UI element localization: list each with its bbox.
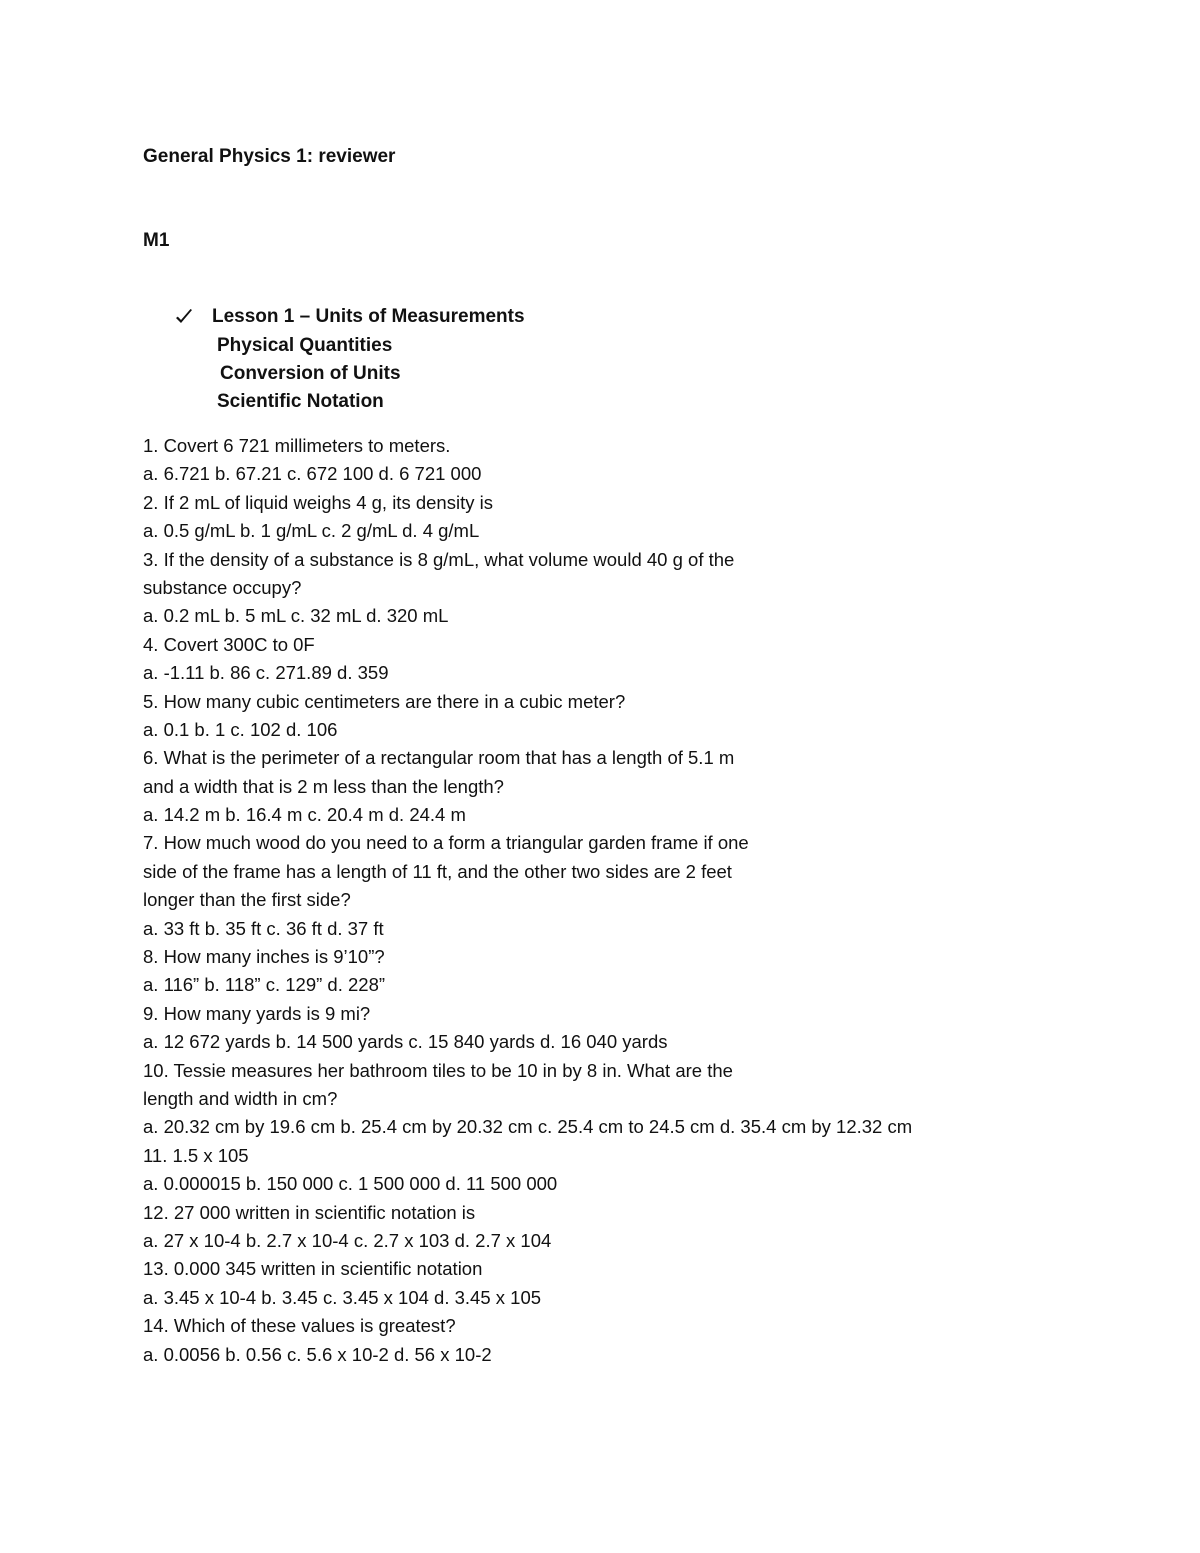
question-text: 9. How many yards is 9 mi?	[143, 1002, 371, 1024]
lesson-title: Lesson 1 – Units of Measurements	[212, 306, 525, 327]
answer-choices: a. 3.45 x 10-4 b. 3.45 c. 3.45 x 104 d. 3.45 x 105	[143, 1286, 542, 1308]
question-text: 5. How many cubic centimeters are there in a cubic meter?	[143, 690, 626, 712]
checkmark-icon	[174, 307, 194, 327]
module-label: M1	[143, 230, 170, 251]
question-text: 3. If the density of a substance is 8 g/mL, what volume would 40 g of the	[143, 548, 735, 570]
answer-choices: a. 116” b. 118” c. 129” d. 228”	[143, 974, 386, 996]
answer-choices: a. 33 ft b. 35 ft c. 36 ft d. 37 ft	[143, 917, 384, 939]
question-text: 2. If 2 mL of liquid weighs 4 g, its density is	[143, 491, 493, 513]
question-text: 4. Covert 300C to 0F	[143, 633, 315, 655]
question-text: 13. 0.000 345 written in scientific notation	[143, 1258, 483, 1280]
document-title: General Physics 1: reviewer	[143, 146, 396, 167]
question-text: length and width in cm?	[143, 1087, 338, 1109]
answer-choices: a. 0.1 b. 1 c. 102 d. 106	[143, 718, 338, 740]
subtopic-conversion-of-units: Conversion of Units	[220, 363, 401, 384]
subtopic-physical-quantities: Physical Quantities	[217, 335, 393, 356]
answer-choices: a. 14.2 m b. 16.4 m c. 20.4 m d. 24.4 m	[143, 804, 466, 826]
question-text: 1. Covert 6 721 millimeters to meters.	[143, 435, 451, 456]
question-text: longer than the first side?	[143, 889, 351, 911]
question-text: 7. How much wood do you need to a form a triangular garden frame if one	[143, 832, 749, 854]
answer-choices: a. 20.32 cm by 19.6 cm b. 25.4 cm by 20.32 cm c. 25.4 cm to 24.5 cm d. 35.4 cm by 12.32 cm	[143, 1116, 913, 1138]
answer-choices: a. 6.721 b. 67.21 c. 672 100 d. 6 721 000	[143, 463, 482, 485]
question-text: 6. What is the perimeter of a rectangular room that has a length of 5.1 m	[143, 747, 735, 769]
answer-choices: a. 12 672 yards b. 14 500 yards c. 15 840 yards d. 16 040 yards	[143, 1031, 668, 1053]
question-text: 14. Which of these values is greatest?	[143, 1315, 456, 1337]
answer-choices: a. 0.000015 b. 150 000 c. 1 500 000 d. 11 500 000	[143, 1173, 558, 1195]
question-text: substance occupy?	[143, 576, 302, 598]
answer-choices: a. 0.2 mL b. 5 mL c. 32 mL d. 320 mL	[143, 605, 449, 627]
answer-choices: a. 0.5 g/mL b. 1 g/mL c. 2 g/mL d. 4 g/mL	[143, 520, 480, 542]
answer-choices: a. 0.0056 b. 0.56 c. 5.6 x 10-2 d. 56 x 10-2	[143, 1343, 492, 1365]
answer-choices: a. -1.11 b. 86 c. 271.89 d. 359	[143, 662, 389, 684]
question-text: side of the frame has a length of 11 ft, and the other two sides are 2 feet	[143, 860, 732, 882]
question-text: 10. Tessie measures her bathroom tiles to be 10 in by 8 in. What are the	[143, 1059, 733, 1081]
question-text: 11. 1.5 x 105	[143, 1144, 249, 1166]
question-text: 12. 27 000 written in scientific notation is	[143, 1201, 476, 1223]
subtopic-scientific-notation: Scientific Notation	[217, 391, 384, 412]
question-text: and a width that is 2 m less than the length?	[143, 775, 504, 797]
question-list	[143, 432, 1153, 1369]
question-text: 8. How many inches is 9’10”?	[143, 946, 385, 968]
answer-choices: a. 27 x 10-4 b. 2.7 x 10-4 c. 2.7 x 103 d. 2.7 x 104	[143, 1229, 552, 1251]
